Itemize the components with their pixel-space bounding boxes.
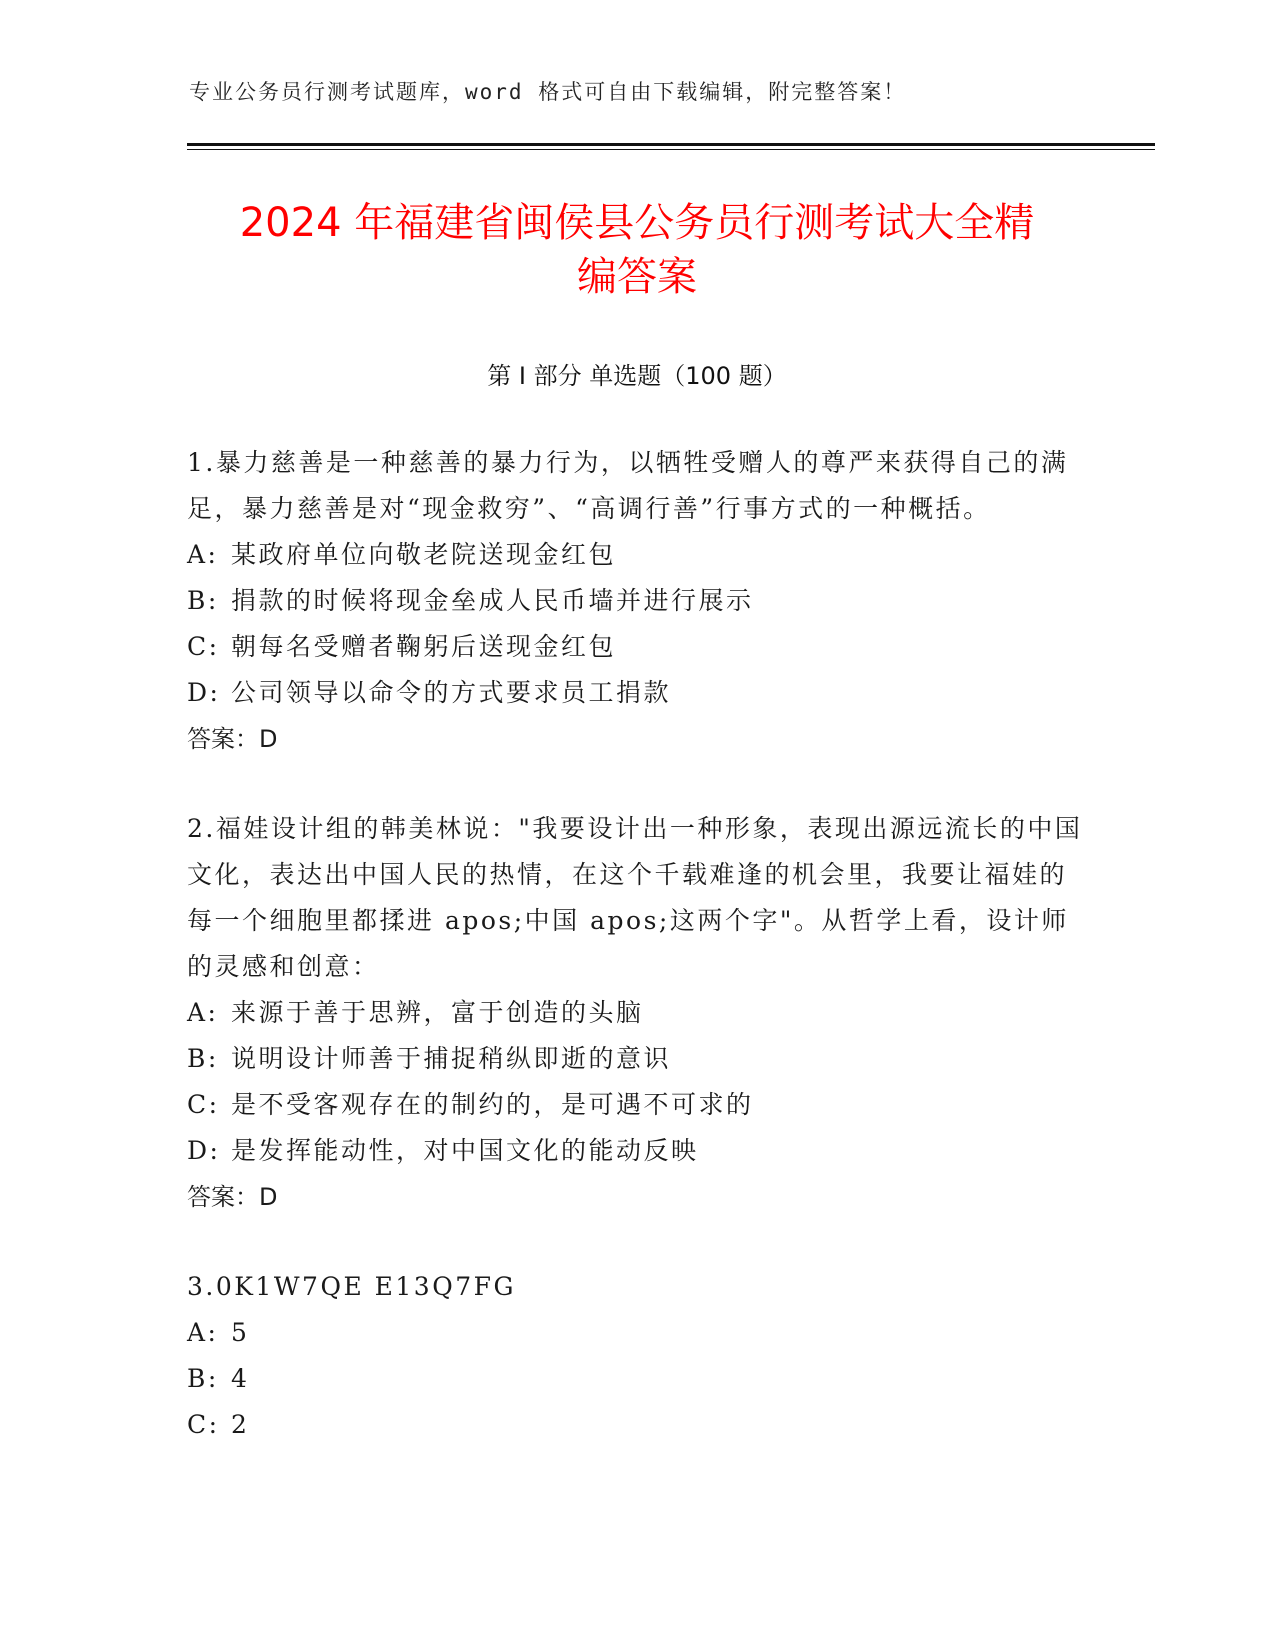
option-d: [187, 1128, 1087, 1174]
option-b: [187, 1036, 1087, 1082]
option-key: D:: [187, 678, 221, 707]
option-c: [187, 624, 1087, 670]
option-b: [187, 1356, 1087, 1402]
option-text: 是不受客观存在的制约的，是可遇不可求的: [231, 1090, 754, 1119]
option-c: [187, 1402, 1087, 1448]
question-stem: 3.0K1W7QE E13Q7FG: [187, 1272, 516, 1301]
option-key: C:: [187, 1090, 220, 1119]
section-heading: 第 I 部分 单选题（100 题）: [487, 362, 787, 390]
option-key: C:: [187, 1410, 220, 1439]
option-text: 来源于善于思辨，富于创造的头脑: [231, 998, 644, 1027]
answer-line: 答案：D: [187, 1183, 278, 1211]
document-title: [187, 196, 1087, 304]
question-1: [187, 440, 1087, 762]
option-a: [187, 1310, 1087, 1356]
option-text: 公司领导以命令的方式要求员工捐款: [231, 678, 672, 707]
option-key: B:: [187, 1044, 219, 1073]
question-stem: 2.福娃设计组的韩美林说："我要设计出一种形象，表现出源远流长的中国文化，表达出中国人民的热情，在这个千载难逢的机会里，我要让福娃的每一个细胞里都揉进 apos;中国 apos;这两个字"。从哲学上看，设计师的灵感和创意：: [187, 814, 1083, 981]
option-b: [187, 578, 1087, 624]
question-list: [187, 440, 1087, 1492]
header-rule-thick: [187, 143, 1155, 146]
option-text: 是发挥能动性，对中国文化的能动反映: [231, 1136, 699, 1165]
option-key: D:: [187, 1136, 221, 1165]
option-a: [187, 990, 1087, 1036]
question-3: [187, 1264, 1087, 1448]
option-text: 某政府单位向敬老院送现金红包: [231, 540, 617, 569]
option-key: C:: [187, 632, 220, 661]
option-key: B:: [187, 1364, 219, 1393]
header-rule-thin: [187, 149, 1155, 150]
option-key: A:: [187, 1318, 219, 1347]
document-title-line-1: 2024 年福建省闽侯县公务员行测考试大全精: [239, 200, 1035, 246]
question-stem: 1.暴力慈善是一种慈善的暴力行为，以牺牲受赠人的尊严来获得自己的满足，暴力慈善是对“现金救穷”、“高调行善”行事方式的一种概括。: [187, 448, 1069, 523]
answer-line: 答案：D: [187, 725, 278, 753]
option-d: [187, 670, 1087, 716]
option-text: 朝每名受赠者鞠躬后送现金红包: [231, 632, 617, 661]
option-text: 捐款的时候将现金垒成人民币墙并进行展示: [231, 586, 754, 615]
option-key: A:: [187, 998, 219, 1027]
option-key: B:: [187, 586, 219, 615]
option-text: 2: [231, 1410, 250, 1439]
header-note: 专业公务员行测考试题库，word 格式可自由下载编辑，附完整答案！: [189, 80, 907, 104]
question-2: [187, 806, 1087, 1220]
option-text: 4: [231, 1364, 250, 1393]
option-c: [187, 1082, 1087, 1128]
document-title-line-2: 编答案: [577, 254, 697, 300]
option-text: 说明设计师善于捕捉稍纵即逝的意识: [231, 1044, 672, 1073]
option-text: 5: [231, 1318, 250, 1347]
option-a: [187, 532, 1087, 578]
option-key: A:: [187, 540, 219, 569]
